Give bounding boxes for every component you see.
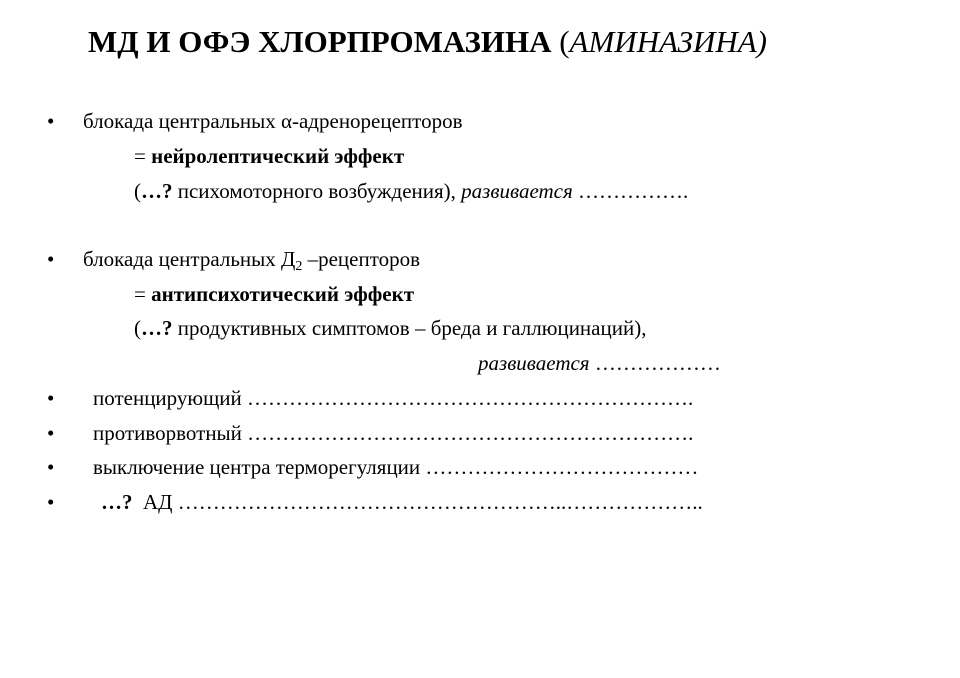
bullet-6: • xyxy=(47,490,55,514)
item-2-head-sub: 2 xyxy=(295,259,303,274)
item-1-detail-question: …? xyxy=(141,179,173,203)
item-potentiating: потенцирующий ………………………………………………………. xyxy=(93,386,694,410)
bullet-1: • xyxy=(47,109,55,133)
slide-title xyxy=(88,24,767,60)
item-1-eq: = xyxy=(134,144,152,168)
item-thermoregulation: выключение центра терморегуляции ………………………………… xyxy=(93,455,699,479)
title-italic: АМИНАЗИНА) xyxy=(569,24,767,59)
item-1-detail-open: ( xyxy=(134,179,141,203)
item-2-eq: = xyxy=(134,282,152,306)
item-2-detail-question: …? xyxy=(141,316,173,340)
item-antiemetic: противорвотный ………………………………………………………. xyxy=(93,421,694,445)
item-2-head xyxy=(83,246,420,272)
item-2-detail-open: ( xyxy=(134,316,141,340)
item-2-detail xyxy=(134,315,646,341)
item-1-effect-label: нейролептический эффект xyxy=(151,144,405,168)
item-bp-text: АД ………………………………………………..……………….. xyxy=(132,490,703,514)
item-2-effect xyxy=(134,281,414,307)
item-1-detail-italic: развивается xyxy=(461,179,573,203)
item-2-head-post: –рецепторов xyxy=(302,247,421,271)
bullet-5: • xyxy=(47,455,55,479)
item-1-detail-text: психомоторного возбуждения), xyxy=(172,179,462,203)
bullet-3: • xyxy=(47,386,55,410)
item-1-detail xyxy=(134,178,688,204)
item-2-head-pre: блокада центральных Д xyxy=(83,247,296,271)
bullet-4: • xyxy=(47,421,55,445)
item-2-continuation xyxy=(478,350,721,376)
item-1-head: блокада центральных α-адренорецепторов xyxy=(83,109,463,133)
item-2-cont-dots: ……………… xyxy=(589,351,721,375)
item-1-detail-dots: ……………. xyxy=(572,179,689,203)
item-bp-question: …? xyxy=(101,490,133,514)
bullet-2: • xyxy=(47,247,55,271)
item-1-effect xyxy=(134,143,404,169)
item-2-cont-italic: развивается xyxy=(478,351,590,375)
item-blood-pressure xyxy=(101,489,703,515)
title-main: МД И ОФЭ ХЛОРПРОМАЗИНА xyxy=(88,24,552,59)
item-2-effect-label: антипсихотический эффект xyxy=(151,282,415,306)
item-2-detail-text: продуктивных симптомов – бреда и галлюцинаций), xyxy=(172,316,647,340)
title-paren: ( xyxy=(559,24,570,59)
